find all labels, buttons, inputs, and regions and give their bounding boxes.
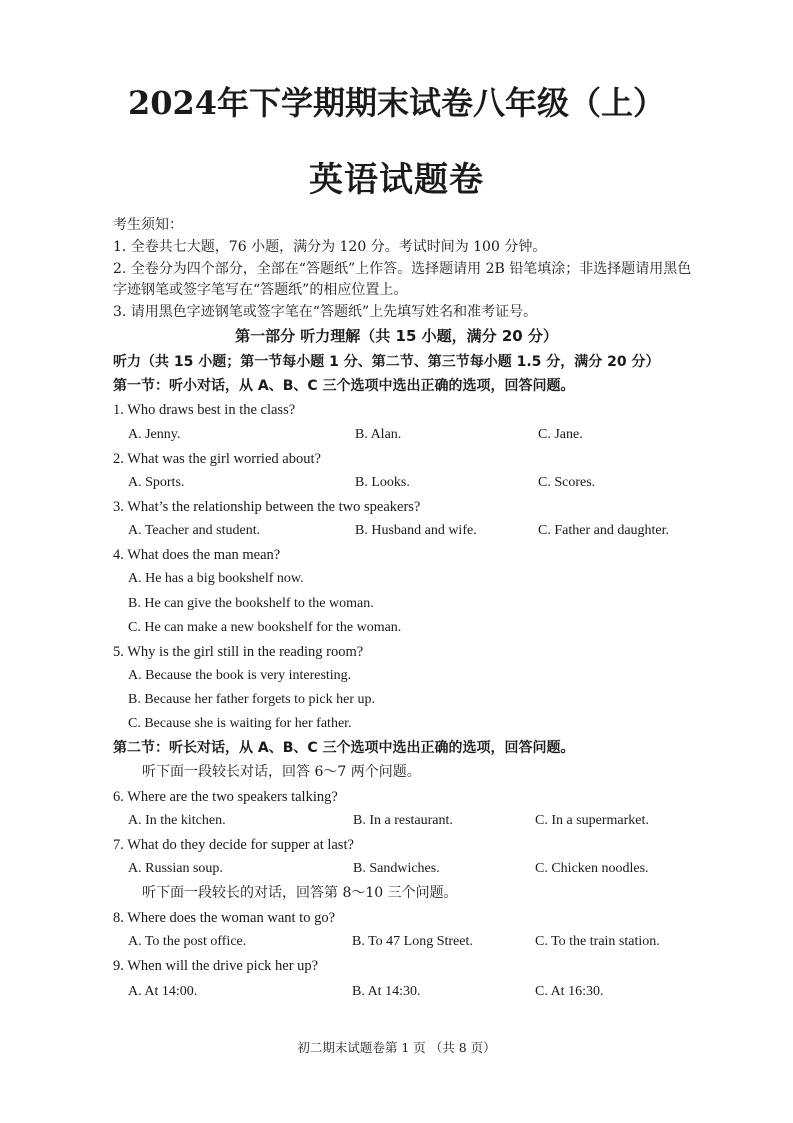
q6-option-b: B. In a restaurant.	[353, 813, 453, 828]
notice-item-2: 2. 全卷分为四个部分，全部在“答题纸”上作答。选择题请用 2B 铅笔填涂；非选择题请用黑色	[113, 261, 692, 277]
q3-option-c: C. Father and daughter.	[538, 523, 670, 538]
notice-item-1: 1. 全卷共七大题，76 小题，满分为 120 分。考试时间为 100 分钟。	[113, 239, 547, 255]
question-5: 5. Why is the girl still in the reading room?	[113, 644, 364, 660]
question-8: 8. Where does the woman want to go?	[113, 910, 336, 926]
q4-option-b: B. He can give the bookshelf to the woman.	[128, 596, 374, 611]
question-7: 7. What do they decide for supper at last?	[113, 837, 354, 853]
question-2: 2. What was the girl worried about?	[113, 451, 321, 467]
q4-option-a: A. He has a big bookshelf now.	[128, 571, 304, 586]
q2-option-c: C. Scores.	[538, 475, 596, 490]
q1-option-c: C. Jane.	[538, 427, 583, 442]
q2-option-a: A. Sports.	[128, 475, 185, 490]
q5-option-c: C. Because she is waiting for her father.	[128, 716, 352, 731]
section2-note-6-7: 听下面一段较长对话，回答 6～7 两个问题。	[142, 764, 421, 780]
question-1: 1. Who draws best in the class?	[113, 402, 296, 418]
q8-option-a: A. To the post office.	[128, 934, 247, 949]
question-4: 4. What does the man mean?	[113, 547, 281, 563]
section1-instruction: 第一节：听小对话，从 A、B、C 三个选项中选出正确的选项，回答问题。	[113, 378, 575, 394]
q6-option-c: C. In a supermarket.	[535, 813, 649, 828]
section2-note-8-10: 听下面一段较长的对话，回答第 8～10 三个问题。	[142, 885, 458, 901]
notice-item-2-cont: 字迹钢笔或签字笔写在“答题纸”的相应位置上。	[113, 282, 408, 298]
q8-option-b: B. To 47 Long Street.	[352, 934, 473, 949]
q6-option-a: A. In the kitchen.	[128, 813, 226, 828]
exam-subtitle: 英语试题卷	[309, 160, 484, 200]
notice-heading: 考生须知：	[113, 217, 183, 233]
exam-title: 2024年下学期期末试卷八年级（上）	[127, 84, 666, 122]
q3-option-b: B. Husband and wife.	[355, 523, 477, 538]
q2-option-b: B. Looks.	[355, 475, 410, 490]
q9-option-a: A. At 14:00.	[128, 984, 198, 999]
part1-intro: 听力（共 15 小题；第一节每小题 1 分、第二节、第三节每小题 1.5 分，满分 20 分）	[113, 354, 660, 370]
q5-option-b: B. Because her father forgets to pick her up.	[128, 692, 375, 707]
q9-option-c: C. At 16:30.	[535, 984, 604, 999]
q3-option-a: A. Teacher and student.	[128, 523, 261, 538]
part1-heading: 第一部分 听力理解（共 15 小题，满分 20 分）	[235, 327, 558, 345]
q9-option-b: B. At 14:30.	[352, 984, 421, 999]
page-footer: 初二期末试题卷第 1 页 （共 8 页）	[297, 1040, 496, 1055]
notice-item-3: 3. 请用黑色字迹钢笔或签字笔在“答题纸”上先填写姓名和准考证号。	[113, 304, 538, 320]
q8-option-c: C. To the train station.	[535, 934, 660, 949]
q7-option-c: C. Chicken noodles.	[535, 861, 649, 876]
question-6: 6. Where are the two speakers talking?	[113, 789, 338, 805]
q1-option-a: A. Jenny.	[128, 427, 181, 442]
q1-option-b: B. Alan.	[355, 427, 402, 442]
q7-option-b: B. Sandwiches.	[353, 861, 440, 876]
section2-instruction: 第二节：听长对话，从 A、B、C 三个选项中选出正确的选项，回答问题。	[113, 740, 575, 756]
q4-option-c: C. He can make a new bookshelf for the woman.	[128, 620, 402, 635]
question-9: 9. When will the drive pick her up?	[113, 958, 319, 974]
question-3: 3. What’s the relationship between the two speakers?	[113, 499, 421, 515]
q5-option-a: A. Because the book is very interesting.	[128, 668, 352, 683]
q7-option-a: A. Russian soup.	[128, 861, 223, 876]
